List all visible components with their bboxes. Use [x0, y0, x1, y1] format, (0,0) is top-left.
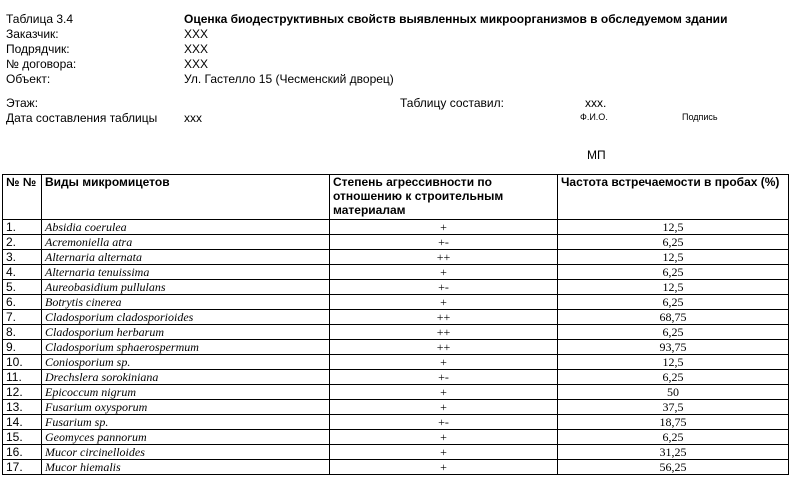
object-label: Объект: — [6, 72, 51, 86]
table-row — [3, 415, 789, 430]
table-header-row — [3, 175, 789, 220]
table-row — [3, 370, 789, 385]
contractor-label: Подрядчик: — [6, 42, 70, 56]
table-row — [3, 325, 789, 340]
micromycetes-table — [2, 174, 789, 475]
table-row — [3, 355, 789, 370]
date-value: ххх — [184, 111, 202, 125]
species-name: Cladosporium herbarum — [42, 325, 330, 340]
row-number: 6. — [3, 295, 42, 310]
table-row — [3, 430, 789, 445]
page-title: Оценка биодеструктивных свойств выявленных микроорганизмов в обследуемом здании — [184, 12, 728, 26]
species-name: Mucor circinelloides — [42, 445, 330, 460]
row-number: 15. — [3, 430, 42, 445]
row-number: 14. — [3, 415, 42, 430]
table-row — [3, 460, 789, 475]
row-number: 10. — [3, 355, 42, 370]
row-number: 3. — [3, 250, 42, 265]
contractor-value: ХХХ — [184, 42, 209, 56]
species-name: Coniosporium sp. — [42, 355, 330, 370]
row-number: 13. — [3, 400, 42, 415]
species-name: Acremoniella atra — [42, 235, 330, 250]
aggressiveness-value: + — [330, 295, 558, 310]
table-row — [3, 385, 789, 400]
aggressiveness-value: ++ — [330, 310, 558, 325]
customer-value: ХХХ — [184, 27, 209, 41]
species-name: Absidia coerulea — [42, 220, 330, 235]
species-name: Alternaria tenuissima — [42, 265, 330, 280]
frequency-value: 12,5 — [558, 280, 789, 295]
aggressiveness-value: +- — [330, 415, 558, 430]
table-body — [3, 220, 789, 475]
table-row — [3, 265, 789, 280]
species-name: Cladosporium cladosporioides — [42, 310, 330, 325]
species-name: Botrytis cinerea — [42, 295, 330, 310]
species-name: Fusarium sp. — [42, 415, 330, 430]
frequency-value: 56,25 — [558, 460, 789, 475]
row-number: 16. — [3, 445, 42, 460]
row-number: 5. — [3, 280, 42, 295]
frequency-value: 12,5 — [558, 220, 789, 235]
species-name: Fusarium oxysporum — [42, 400, 330, 415]
floor-label: Этаж: — [6, 96, 39, 110]
aggressiveness-value: + — [330, 430, 558, 445]
row-number: 2. — [3, 235, 42, 250]
aggressiveness-value: ++ — [330, 340, 558, 355]
frequency-value: 12,5 — [558, 355, 789, 370]
aggressiveness-value: + — [330, 385, 558, 400]
table-row — [3, 280, 789, 295]
frequency-value: 6,25 — [558, 235, 789, 250]
table-row — [3, 310, 789, 325]
aggressiveness-value: ++ — [330, 250, 558, 265]
frequency-value: 6,25 — [558, 295, 789, 310]
frequency-value: 6,25 — [558, 265, 789, 280]
contract-number-value: ХХХ — [184, 57, 209, 71]
frequency-value: 50 — [558, 385, 789, 400]
frequency-value: 6,25 — [558, 370, 789, 385]
species-name: Alternaria alternata — [42, 250, 330, 265]
species-name: Cladosporium sphaerospermum — [42, 340, 330, 355]
compiled-by-label: Таблицу составил: — [400, 96, 504, 110]
species-name: Drechslera sorokiniana — [42, 370, 330, 385]
compiled-by-value: ххх. — [585, 96, 607, 110]
row-number: 1. — [3, 220, 42, 235]
table-label: Таблица 3.4 — [6, 12, 74, 26]
aggressiveness-value: + — [330, 400, 558, 415]
table-row — [3, 445, 789, 460]
species-name: Geomyces pannorum — [42, 430, 330, 445]
row-number: 11. — [3, 370, 42, 385]
aggressiveness-value: ++ — [330, 325, 558, 340]
aggressiveness-value: +- — [330, 370, 558, 385]
column-header-aggressiveness: Степень агрессивности по отношению к строительным материалам — [330, 175, 558, 220]
row-number: 17. — [3, 460, 42, 475]
frequency-value: 93,75 — [558, 340, 789, 355]
frequency-value: 31,25 — [558, 445, 789, 460]
aggressiveness-value: + — [330, 445, 558, 460]
row-number: 12. — [3, 385, 42, 400]
aggressiveness-value: + — [330, 460, 558, 475]
aggressiveness-value: + — [330, 265, 558, 280]
frequency-value: 68,75 — [558, 310, 789, 325]
date-label: Дата составления таблицы — [6, 111, 158, 125]
frequency-value: 6,25 — [558, 325, 789, 340]
row-number: 7. — [3, 310, 42, 325]
column-header-number: № № — [3, 175, 42, 220]
column-header-species: Виды микромицетов — [42, 175, 330, 220]
customer-label: Заказчик: — [6, 27, 59, 41]
table-row — [3, 235, 789, 250]
species-name: Aureobasidium pullulans — [42, 280, 330, 295]
table-row — [3, 220, 789, 235]
contract-number-label: № договора: — [6, 57, 77, 71]
row-number: 9. — [3, 340, 42, 355]
frequency-value: 6,25 — [558, 430, 789, 445]
table-row — [3, 295, 789, 310]
fio-label: Ф.И.О. — [580, 112, 608, 122]
aggressiveness-value: + — [330, 220, 558, 235]
signature-label: Подпись — [682, 112, 718, 122]
aggressiveness-value: +- — [330, 235, 558, 250]
column-header-frequency: Частота встречаемости в пробах (%) — [558, 175, 789, 220]
table-row — [3, 400, 789, 415]
row-number: 8. — [3, 325, 42, 340]
row-number: 4. — [3, 265, 42, 280]
aggressiveness-value: +- — [330, 280, 558, 295]
table-row — [3, 250, 789, 265]
frequency-value: 37,5 — [558, 400, 789, 415]
frequency-value: 18,75 — [558, 415, 789, 430]
object-value: Ул. Гастелло 15 (Чесменский дворец) — [184, 72, 394, 86]
frequency-value: 12,5 — [558, 250, 789, 265]
aggressiveness-value: + — [330, 355, 558, 370]
species-name: Mucor hiemalis — [42, 460, 330, 475]
stamp-label: МП — [587, 148, 606, 162]
species-name: Epicoccum nigrum — [42, 385, 330, 400]
table-row — [3, 340, 789, 355]
